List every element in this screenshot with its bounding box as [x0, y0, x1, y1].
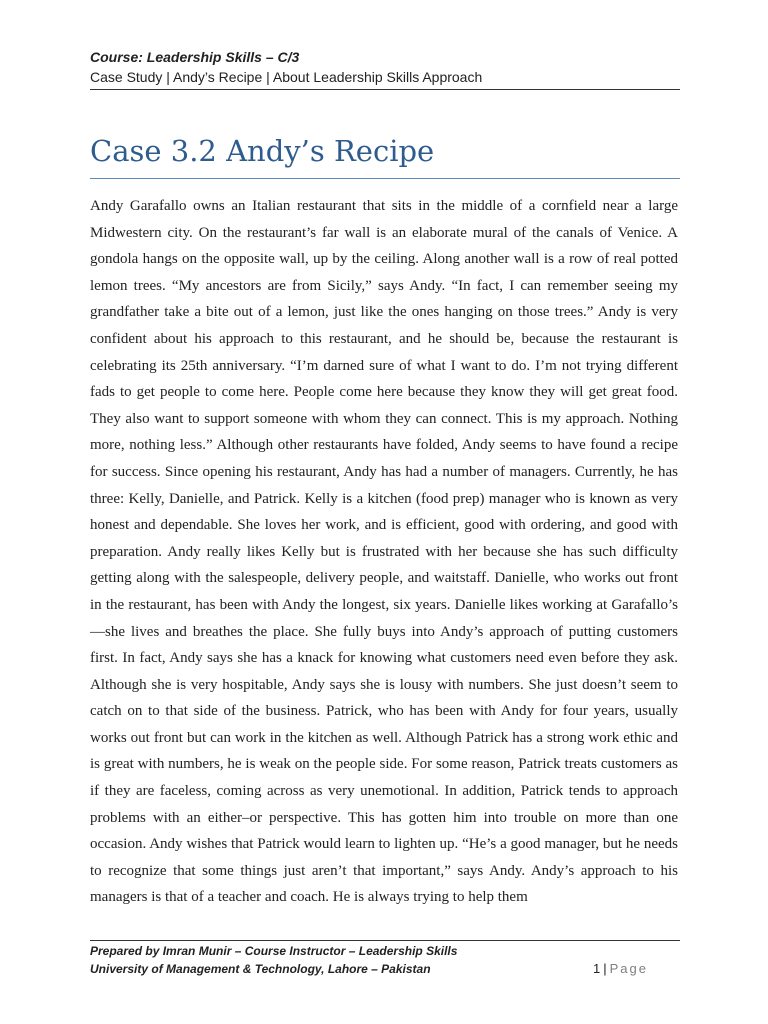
page-number-label: Page [609, 961, 648, 976]
page-number-separator: | [603, 961, 607, 976]
header-divider [90, 89, 680, 90]
title-underline [90, 178, 680, 179]
case-body-paragraph: Andy Garafallo owns an Italian restaurant that sits in the middle of a cornfield near a large Midwestern city. On the restaurant’s far wall is an elaborate mural of the canals of Venice. A gondola hangs on the opposite wall, up by the ceiling. Along another wall is a row of real potted lemon trees. “My ancestors are from Sicily,” says Andy. “In fact, I can remember seeing my grandfather take a bite out of a lemon, just like the ones hanging on those trees.” Andy is very confident about his approach to this restaurant, and he should be, because the restaurant is celebrating its 25th anniversary. “I’m darned sure of what I want to do. I’m not trying different fads to get people to come here. People come here because they know they will get great food. They also want to support someone with whom they can connect. This is my approach. Nothing more, nothing less.” Although other restaurants have folded, Andy seems to have found a recipe for success. Since opening his restaurant, Andy has had a number of managers. Currently, he has three: Kelly, Danielle, and Patrick. Kelly is a kitchen (food prep) manager who is known as very honest and dependable. She loves her work, and is efficient, good with ordering, and good with preparation. Andy really likes Kelly but is frustrated with her because she has such difficulty getting along with the salespeople, delivery people, and waitstaff. Danielle, who works out front in the restaurant, has been with Andy the longest, six years. Danielle likes working at Garafallo’s—she lives and breathes the place. She fully buys into Andy’s approach of putting customers first. In fact, Andy says she has a knack for knowing what customers need even before they ask. Although she is very hospitable, Andy says she is lousy with numbers. She just doesn’t seem to catch on to that side of the business. Patrick, who has been with Andy for four years, usually works out front but can work in the kitchen as well. Although Patrick has a strong work ethic and is great with numbers, he is weak on the people side. For some reason, Patrick treats customers as if they are faceless, coming across as very unemotional. In addition, Patrick tends to approach problems with an either–or perspective. This has gotten him into trouble on more than one occasion. Andy wishes that Patrick would learn to lighten up. “He’s a good manager, but he needs to recognize that some things just aren’t that important,” says Andy. Andy’s approach to his managers is that of a teacher and coach. He is always trying to help them [90, 198, 678, 906]
footer-divider [90, 940, 680, 941]
header-subtitle: Case Study | Andy’s Recipe | About Leadership Skills Approach [90, 69, 483, 85]
header-course: Course: Leadership Skills – C/3 [90, 49, 300, 65]
page-number-value: 1 [593, 961, 601, 976]
case-title: Case 3.2 Andy’s Recipe [90, 134, 435, 168]
footer-institution: University of Management & Technology, Lahore – Pakistan [90, 962, 431, 976]
page-number [593, 961, 648, 976]
footer-prepared-by: Prepared by Imran Munir – Course Instructor – Leadership Skills [90, 944, 458, 958]
